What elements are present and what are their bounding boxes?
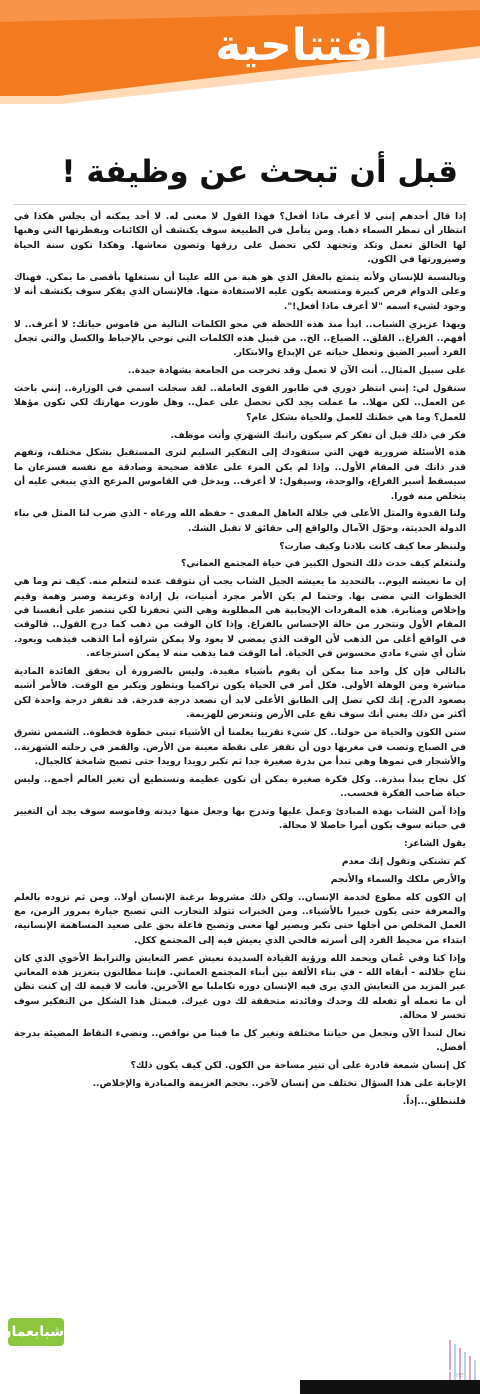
paragraph: إن ما نعيشه اليوم.. بالتحديد ما يعيشه الجيل الشاب يجب أن نتوقف عنده لنتعلم منه. كيف تم وما هي الخطوات التي مضى بها. وحتما لم يكن الأمر مجرد أمنيات، بل إرادة وعزيمة وصبر وهمة وقيم وإخلاص ومثابرة. هذه المفردات الإيجابية هي المطلوبة وهي التي تحفزنا لكي ننتصر على أنفسنا في المقام الأول ونتحرر من حالة الإحساس بالفراغ. وإذا كان الوقت من ذهب كما درج القول.. فالوقت في الواقع أغلى من الذهب لأن الوقت الذي يمضي لا يعود ولا يمكن شراؤه أما الذهب فيذهب ويعود. شأن أي شيء مادي محسوس في الحياة. أما الوقت فما يذهب منه لا يمكن استرجاعه. xyxy=(14,576,466,660)
musandam-logo: Musandam xyxy=(375,1365,454,1382)
paragraph: كل نجاح يبدأ ببذرة.. وكل فكرة صغيرة يمكن أن تكون عظيمة وتستطيع أن تغير العالم أجمع.. وليس حياة صاحب الفكرة فحسب.. xyxy=(14,773,466,800)
paragraph: على سبيل المثال.. أنت الآن لا تعمل وقد تخرجت من الجامعة بشهادة جيدة.. xyxy=(127,365,466,377)
article-body xyxy=(14,210,466,1320)
poem-line: كم تشتكي وتقول إنك معدم xyxy=(341,855,466,867)
paragraph: ولنا القدوة والمثل الأعلى في جلالة العاهل المفدى - حفظه الله ورعاه - الذي ضرب لنا المثل في بناء الدولة الحديثة، وحوّل الآمال والواقع إلى حقائق لا تقبل الشك. xyxy=(14,508,466,534)
paragraph: وبالنسبة للإنسان ولأنه يتمتع بالعقل الذي هو هبة من الله علينا أن نستغلها بأقصى ما يمكن. فهناك وعلى الدوام فرص كبيرة ومتسعة يكون عليه الاستفادة منها. فالإنسان الذي يفكر سوف يكتشف أنه لا وجود لشيء اسمه "لا أعرف ماذا أفعل!". xyxy=(14,272,466,312)
paragraph: ولنتعلم كيف حدث ذلك التحول الكبير في حياة المجتمع العماني؟ xyxy=(181,558,466,570)
poem-line: والأرض ملكك والسماء والأنجم xyxy=(330,873,466,885)
shabab-oman-logo: شبابعمان xyxy=(8,1318,64,1346)
paragraph: ولننظر معا كيف كانت بلادنا وكيف صارت؟ xyxy=(279,540,466,552)
paragraph: تعال لنبدأ الآن ونجعل من حياتنا مختلفة ونغير كل ما فينا من نواقص.. ونضيء النقاط المضيئة بدرجة أفضل. xyxy=(14,1027,466,1054)
article-title: قبل أن تبحث عن وظيفة ! xyxy=(61,154,458,190)
paragraph: كل إنسان شمعة قادرة على أن تنير مساحة من الكون. لكن كيف يكون ذلك؟ xyxy=(130,1060,466,1072)
title-divider xyxy=(14,204,466,205)
section-title: افتتاحية xyxy=(215,20,388,71)
paragraph: فكر في ذلك قبل أن تفكر كم سيكون راتبك الشهري وأنت موظف. xyxy=(170,429,466,441)
paragraph: إن الكون كله مطوع لخدمة الإنسان.. ولكن ذلك مشروط برغبة الإنسان أولا.. ومن ثم تزوده بالعلم والمعرفة حتى يكون خبيرا بالأشياء.. ومن الخبرات تتولد التجارب التي تصبح جبارة بمرور الزمن، مع العمل المخلص من أجلها حتى تكبر ويصير لها معنى وتصبح فاعلة بحق على صعيد المساهمة الإنسانية، ابتداء من محيط الفرد إلى أسرته فالحي الذي يعيش فيه إلى المجتمع ككل. xyxy=(14,891,466,946)
paragraph: ستقول لي: إنني انتظر دوري في طابور القوى العاملة.. لقد سجلت اسمي في الوزارة.. إنني باحث عن العمل.. لكن مهلا.. ما عملت يجد لكي تحصل على عمل.. وهل طورت مهارتك لكي تكون مؤهلا للعمل؟ وما هي خطتك للعمل وللحياة بشكل عام؟ xyxy=(14,383,466,423)
paragraph: وإذا آمن الشاب بهذه المبادئ وعمل عليها وتدرج بها وجعل منها ديدنه وقاموسه سوف يجد أن التغيير في حياته سوف يكون أمرا حاصلا لا محالة. xyxy=(14,805,466,832)
paragraph: هذه الأسئلة ضرورية فهي التي ستقودك إلى التفكير السليم لترى المستقبل بشكل مختلف، وتفهم قدر ذاتك في المقام الأول.. وإذا لم يكن المرء على علاقة صحيحة وصادقة مع نفسه فسرعان ما سيسقط أسير الفراغ، والوحدة، وسيقول: لا أعرف.. ويدخل في القاموس المزعج الذي ينبغي عليه أن يتخلص منه فورا. xyxy=(14,447,466,502)
paragraph: إذا قال أحدهم إنني لا أعرف ماذا أفعل؟ فهذا القول لا معنى له. لا أحد يمكنه أن يجلس هكذا في انتظار أن تمطر السماء ذهبا. ومن يتأمل في الطبيعة سوف يكتشف أن الكائنات وبفطرتها التي وهبها لها الخالق تعمل وتكد وتجتهد لكي تحصل على رزقها وتصون معاشها. وهكذا تكون سنة الحياة وصيرورتها في الكون. xyxy=(14,211,466,266)
paragraph: الإجابة على هذا السؤال تختلف من إنسان لآخر.. بحجم العزيمة والمبادرة والإخلاص.. xyxy=(92,1077,466,1089)
paragraph: سنن الكون والحياة من حولنا.. كل شيء تقريبا يعلمنا أن الأشياء تبنى خطوة فخطوة.. الشمس تشرق في الصباح وتصب في مغربها دون أن تقفز على نقطة معينة من الأرض. والقمر في رحلته الشهرية.. والأشجار في نموها وهي تبدأ من بذرة صغيرة جدا ثم تكبر رويدا رويدا حتى تصبح شامخة كالجبال. xyxy=(14,727,466,767)
paragraph: يقول الشاعر: xyxy=(403,838,466,850)
paragraph: بالتالي فإن كل واحد منا يمكن أن يقوم بأشياء مفيدة. وليس بالضرورة أن يحقق الفائدة المادية مباشرة ومن الوهلة الأولى. فكل أمر في الحياة يكون تراكميا ويتطور ويكبر مع الوقت. فالأمر أشبه بصعود الدرج. إنك لكي تصل إلى الطابق الأعلى لابد أن تصعد درجة فدرجة. قد تقفز درجة واحدة لكن أكثر من ذلك يعني أنك سوف تقع على الأرض وتتعرض للهزيمة. xyxy=(14,666,466,721)
paragraph: وإذا كنا وفي عُمان ويحمد الله ورؤية القيادة السديدة نعيش عصر التعايش والترابط الأخوي الذي كان نتاج جلالته - أبقاه الله - في بناء الألفة بين أبناء المجتمع العماني. فإننا مطالبون بتعزيز هذه المعاني عبر المزيد من التعايش الذي يرى فيه الإنسان دوره تكامليا مع الآخرين. فأنت لا قيمة لك إن كنت تظن أن ما تعمله أو تفعله لك وحدك وفائدته متحققة لك دون غيرك. فبمثل هذا الشكل من التفكير سوف تخسر لا محالة. xyxy=(14,952,466,1022)
paragraph: ويهذا عزيزي الشباب.. ابدأ منذ هذه اللحظة في محو الكلمات التالية من قاموس حياتك: لا أعرف.. لا أفهم.. الفراغ.. القلق.. الضياع.. الخ.. من قبيل هذه الكلمات التي توحي بالإحباط والكسل والتي تجعل الفرد أسير الضيق وتعطل حياته عن الإبداع والابتكار. xyxy=(14,318,466,359)
paragraph: فلننطلق...إذاً. xyxy=(402,1095,466,1107)
musandam-domain-suffix: .net xyxy=(454,1372,466,1379)
